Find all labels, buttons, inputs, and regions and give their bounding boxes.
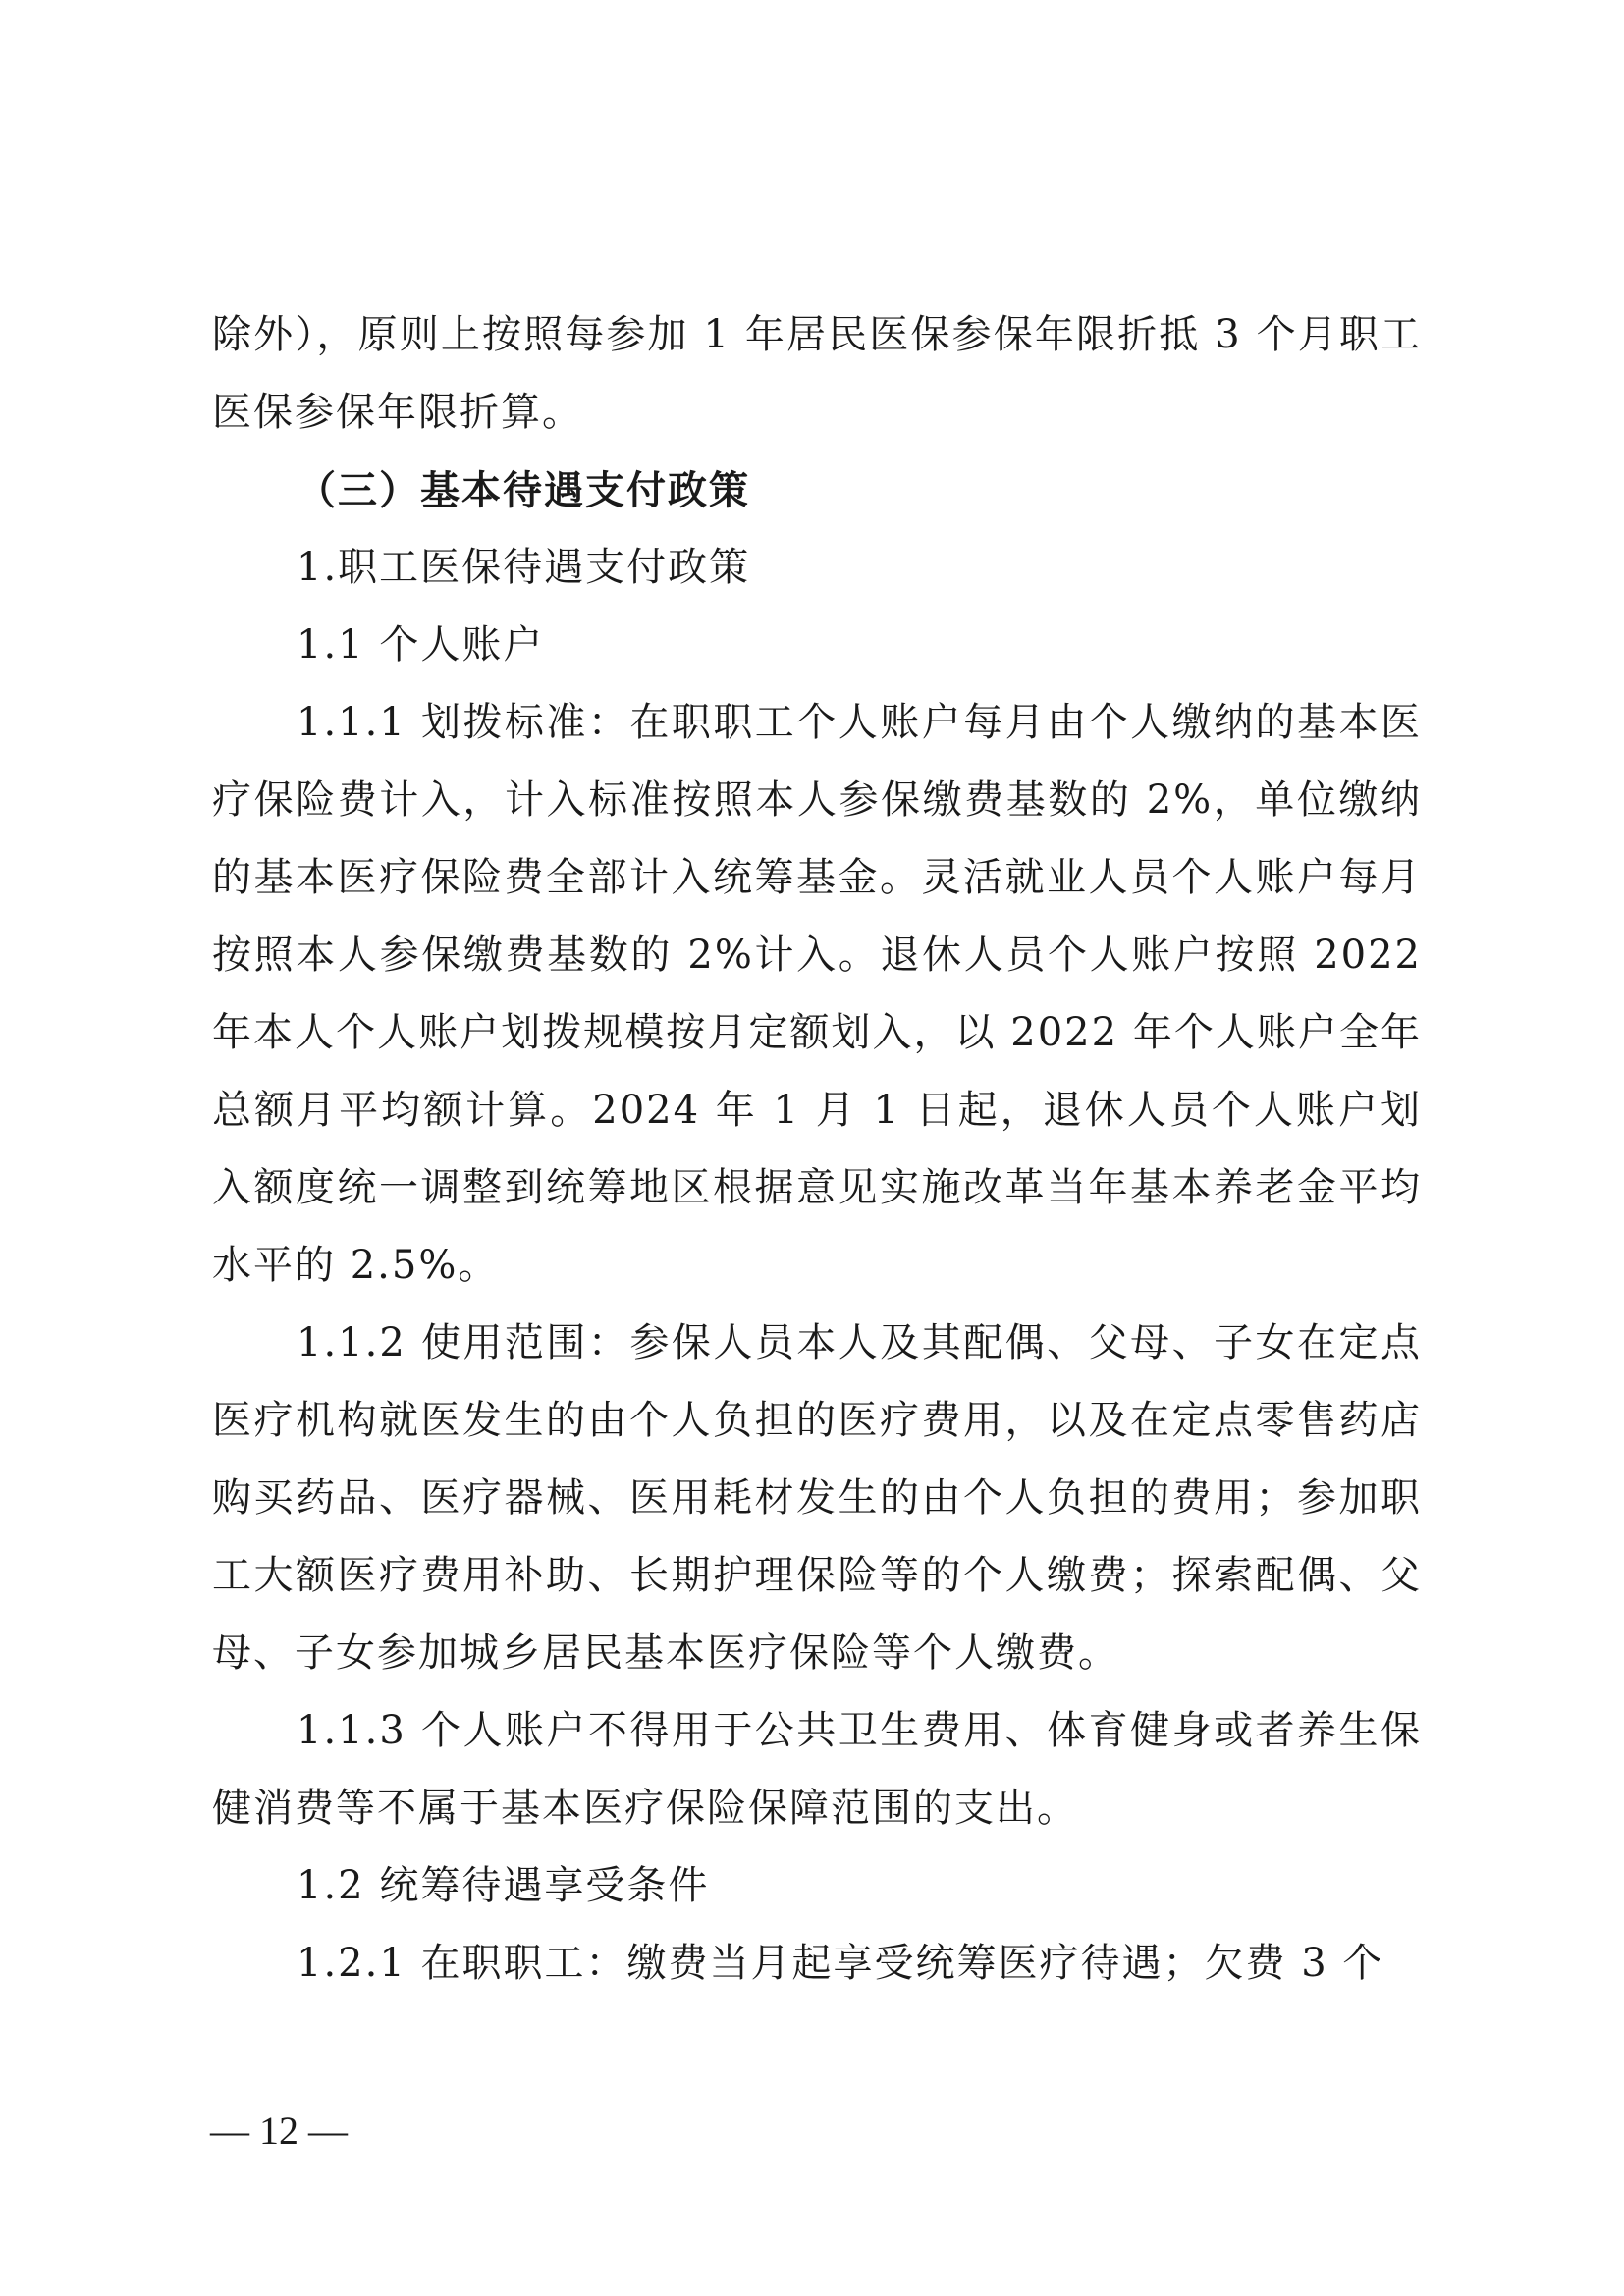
- section-heading-basic-benefits: （三）基本待遇支付政策: [297, 467, 750, 513]
- paragraph-usage-restriction: 1.1.3 个人账户不得用于公共卫生费用、体育健身或者养生保健消费等不属于基本医疗保险保障范围的支出。: [212, 1708, 1422, 1831]
- subheading-pooled-benefit-conditions: 1.2 统筹待遇享受条件: [297, 1863, 710, 1908]
- paragraph-usage-scope: 1.1.2 使用范围：参保人员本人及其配偶、父母、子女在定点医疗机构就医发生的由个人负担的医疗费用，以及在定点零售药店购买药品、医疗器械、医用耗材发生的由个人负担的费用；参加职工大额医疗费用补助、长期护理保险等的个人缴费；探索配偶、父母、子女参加城乡居民基本医疗保险等个人缴费。: [212, 1320, 1422, 1676]
- paragraph-allocation-standard: 1.1.1 划拨标准：在职职工个人账户每月由个人缴纳的基本医疗保险费计入，计入标准按照本人参保缴费基数的 2%，单位缴纳的基本医疗保险费全部计入统筹基金。灵活就业人员个人账户每月按照本人参保缴费基数的 2%计入。退休人员个人账户按照 2022 年本人个人账户划拨规模按月定额划入，以 2022 年个人账户全年总额月平均额计算。2024 年 1 月 1 日起，退休人员个人账户划入额度统一调整到统筹地区根据意见实施改革当年基本养老金平均水平的 2.5%。: [212, 700, 1422, 1288]
- paragraph-active-employees: 1.2.1 在职职工：缴费当月起享受统筹医疗待遇；欠费 3 个: [297, 1941, 1384, 1986]
- subheading-personal-account: 1.1 个人账户: [297, 622, 545, 667]
- paragraph-continuation: 除外），原则上按照每参加 1 年居民医保参保年限折抵 3 个月职工医保参保年限折算。: [212, 312, 1422, 435]
- page-number: — 12 —: [210, 2109, 348, 2153]
- document-body: [212, 296, 1422, 2002]
- subheading-employee-medical-insurance: 1.职工医保待遇支付政策: [297, 545, 751, 590]
